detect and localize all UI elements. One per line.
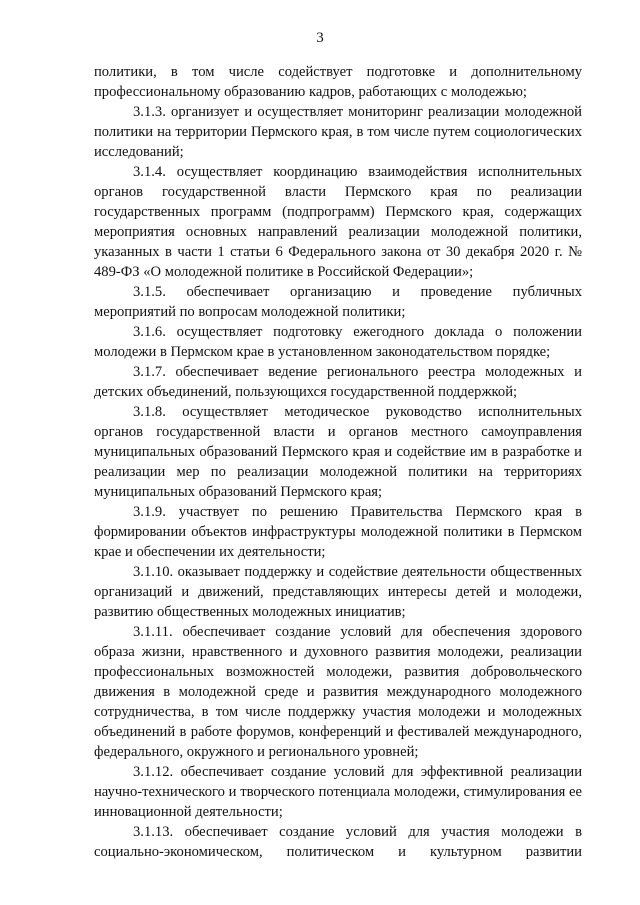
paragraph-3-1-12: 3.1.12. обеспечивает создание условий для эффективной реализации научно-технического и творческого потенциала молодежи, стимулирования ее инновационной деятельности;	[94, 764, 582, 820]
page-number: 3	[316, 30, 324, 46]
paragraph-3-1-3: 3.1.3. организует и осуществляет мониторинг реализации молодежной политики на территории Пермского края, в том числе путем социологических исследований;	[94, 104, 582, 160]
paragraph-continuation: политики, в том числе содействует подготовке и дополнительному профессиональному образованию кадров, работающих с молодежью;	[94, 64, 582, 100]
paragraph-3-1-7: 3.1.7. обеспечивает ведение регионального реестра молодежных и детских объединений, пользующихся государственной поддержкой;	[94, 364, 582, 400]
paragraph-3-1-6: 3.1.6. осуществляет подготовку ежегодного доклада о положении молодежи в Пермском крае в установленном законодательством порядке;	[94, 324, 582, 360]
document-body	[94, 62, 582, 862]
paragraph-3-1-13: 3.1.13. обеспечивает создание условий для участия молодежи в социально-экономическом, политическом и культурном развитии	[94, 824, 582, 860]
paragraph-3-1-5: 3.1.5. обеспечивает организацию и проведение публичных мероприятий по вопросам молодежной политики;	[94, 284, 582, 320]
paragraph-3-1-4: 3.1.4. осуществляет координацию взаимодействия исполнительных органов государственной власти Пермского края по реализации государственных программ (подпрограмм) Пермского края, содержащих мероприятия основных направлений реализации молодежной политики, указанных в части 1 статьи 6 Федерального закона от 30 декабря 2020 г. № 489-ФЗ «О молодежной политике в Российской Федерации»;	[94, 164, 582, 280]
paragraph-3-1-10: 3.1.10. оказывает поддержку и содействие деятельности общественных организаций и движений, представляющих интересы детей и молодежи, развитию общественных молодежных инициатив;	[94, 564, 582, 620]
paragraph-3-1-11: 3.1.11. обеспечивает создание условий для обеспечения здорового образа жизни, нравственного и духовного развития молодежи, реализации профессиональных возможностей молодежи, развития добровольческого движения в молодежной среде и развития международного молодежного сотрудничества, в том числе поддержку участия молодежи и молодежных объединений в работе форумов, конференций и фестивалей международного, федерального, окружного и регионального уровней;	[94, 624, 582, 760]
paragraph-3-1-9: 3.1.9. участвует по решению Правительства Пермского края в формировании объектов инфраструктуры молодежной политики в Пермском крае и обеспечении их деятельности;	[94, 504, 582, 560]
paragraph-3-1-8: 3.1.8. осуществляет методическое руководство исполнительных органов государственной власти и органов местного самоуправления муниципальных образований Пермского края и содействие им в разработке и реализации мер по реализации молодежной политики на территориях муниципальных образований Пермского края;	[94, 404, 582, 500]
